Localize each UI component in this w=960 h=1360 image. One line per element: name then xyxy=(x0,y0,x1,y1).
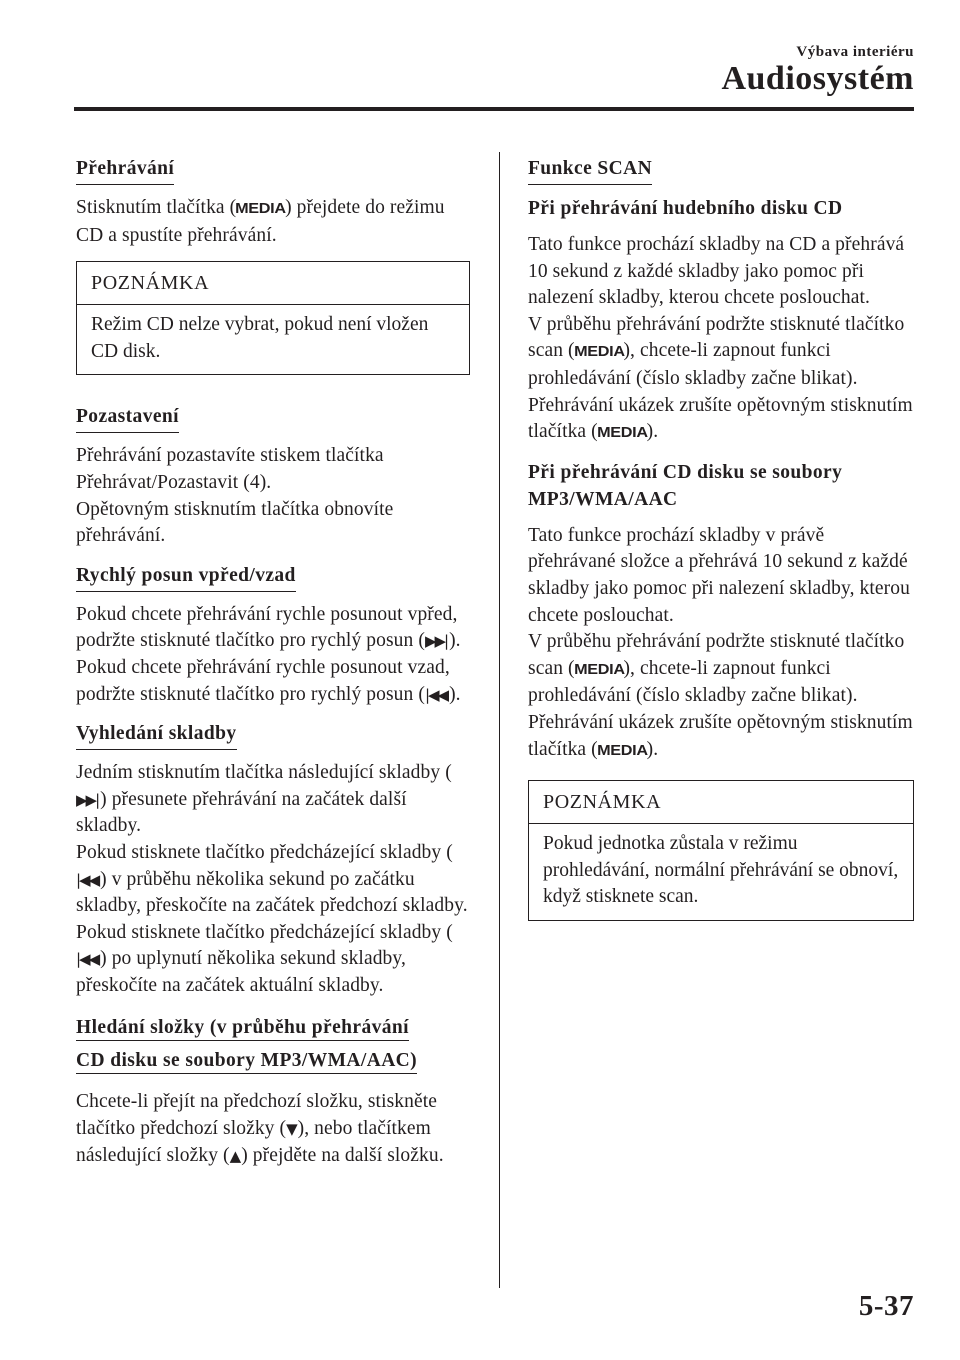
note-title: POZNÁMKA xyxy=(77,262,469,305)
note-body: Pokud jednotka zůstala v režimu prohledávání, normální přehrávání se obnoví, když stisknete scan. xyxy=(543,833,899,908)
header-section: Výbava interiéru xyxy=(796,44,914,60)
fast-heading: Rychlý posun vpřed/vzad xyxy=(76,562,296,592)
prev-track-icon: |◀◀ xyxy=(76,870,99,889)
media-button-icon: MEDIA xyxy=(573,343,625,361)
fast-forward-icon: ▶▶| xyxy=(424,632,448,651)
pause-text-2: Opětovným stisknutím tlačítka obnovíte přehrávání. xyxy=(76,498,394,547)
fast-text: Pokud chcete přehrávání rychle posunout vpřed, podržte stisknuté tlačítko pro rychlý posun (▶▶| ). Pokud chcete přehrávání rychle posunout vzad, podržte stisknuté tlačítko pro rychlý posun (|◀◀ ). xyxy=(76,602,470,708)
page-number: 5-37 xyxy=(858,1290,914,1322)
track-text-2: Pokud stisknete tlačítko předcházející skladby (|◀◀ ) v průběhu několika sekund po začátku skladby, přeskočíte na začátek předchozí skladby. xyxy=(76,841,468,917)
playback-heading: Přehrávání xyxy=(76,155,174,185)
pause-text-1: Přehrávání pozastavíte stiskem tlačítka Přehrávat/Pozastavit (4). xyxy=(76,445,384,493)
track-text-1: Jedním stisknutím tlačítka následující skladby (▶▶| ) přesunete přehrávání na začátek další skladby. xyxy=(76,762,452,837)
folder-text: Chcete-li přejít na předchozí složku, stiskněte tlačítko předchozí složky (▼ ), nebo tlačítkem následující složky (▲ ) přejděte na další složku. xyxy=(76,1089,470,1169)
scan-cd-text-1: Tato funkce prochází skladby na CD a přehrává 10 sekund z každé skladby jako pomoc při nalezení skladby, kterou chcete poslouchat. xyxy=(528,234,905,309)
page-title: Audiosystém xyxy=(721,60,914,97)
media-button-icon: MEDIA xyxy=(596,424,648,442)
next-track-icon: ▶▶| xyxy=(76,790,99,809)
right-column xyxy=(528,155,914,949)
track-heading: Vyhledání skladby xyxy=(76,720,237,750)
left-column xyxy=(76,155,470,1181)
media-button-icon: MEDIA xyxy=(235,200,286,217)
prev-track-icon: |◀◀ xyxy=(76,950,99,969)
note-title: POZNÁMKA xyxy=(529,781,913,824)
note-body: Režim CD nelze vybrat, pokud není vložen CD disk. xyxy=(91,314,429,362)
scan-mp3-text-1: Tato funkce prochází skladby v právě přehrávané složce a přehrává 10 sekund z každé skladby jako pomoc při nalezení skladby, kterou chcete poslouchat. xyxy=(528,524,910,626)
header-rule xyxy=(74,107,914,111)
folder-heading: Hledání složky (v průběhu přehrávání CD disku se soubory MP3/WMA/AAC) xyxy=(76,1011,470,1077)
fast-back-icon: |◀◀ xyxy=(424,685,448,704)
playback-text: Stisknutím tlačítka (MEDIA) přejdete do režimu CD a spustíte přehrávání. xyxy=(76,197,445,246)
scan-cd-heading: Při přehrávání hudebního disku CD xyxy=(528,198,843,219)
column-divider xyxy=(499,152,500,1288)
scan-heading: Funkce SCAN xyxy=(528,155,652,185)
scan-mp3-heading: Při přehrávání CD disku se soubory MP3/WMA/AAC xyxy=(528,461,843,510)
note-box xyxy=(528,780,914,921)
track-text-3: Pokud stisknete tlačítko předcházející skladby (|◀◀ ) po uplynutí několika sekund skladby, přeskočíte na začátek aktuální skladby. xyxy=(76,921,453,996)
media-button-icon: MEDIA xyxy=(573,660,625,678)
folder-down-icon: ▼ xyxy=(286,1120,296,1139)
note-box xyxy=(76,261,470,375)
scan-mp3-text-2: V průběhu přehrávání podržte stisknuté tlačítko scan (MEDIA), chcete-li zapnout funkci prohledávání (číslo skladby začne blikat). xyxy=(528,631,905,707)
folder-up-icon: ▲ xyxy=(229,1146,240,1165)
scan-cd-text-2: V průběhu přehrávání podržte stisknuté tlačítko scan (MEDIA), chcete-li zapnout funkci prohledávání (číslo skladby začne blikat). Přehrávání ukázek zrušíte opětovným stisknutím tlačítka (MEDIA). xyxy=(528,312,914,447)
media-button-icon: MEDIA xyxy=(596,741,648,759)
pause-heading: Pozastavení xyxy=(76,403,179,433)
scan-mp3-text-3: Přehrávání ukázek zrušíte opětovným stisknutím tlačítka (MEDIA). xyxy=(528,710,914,764)
